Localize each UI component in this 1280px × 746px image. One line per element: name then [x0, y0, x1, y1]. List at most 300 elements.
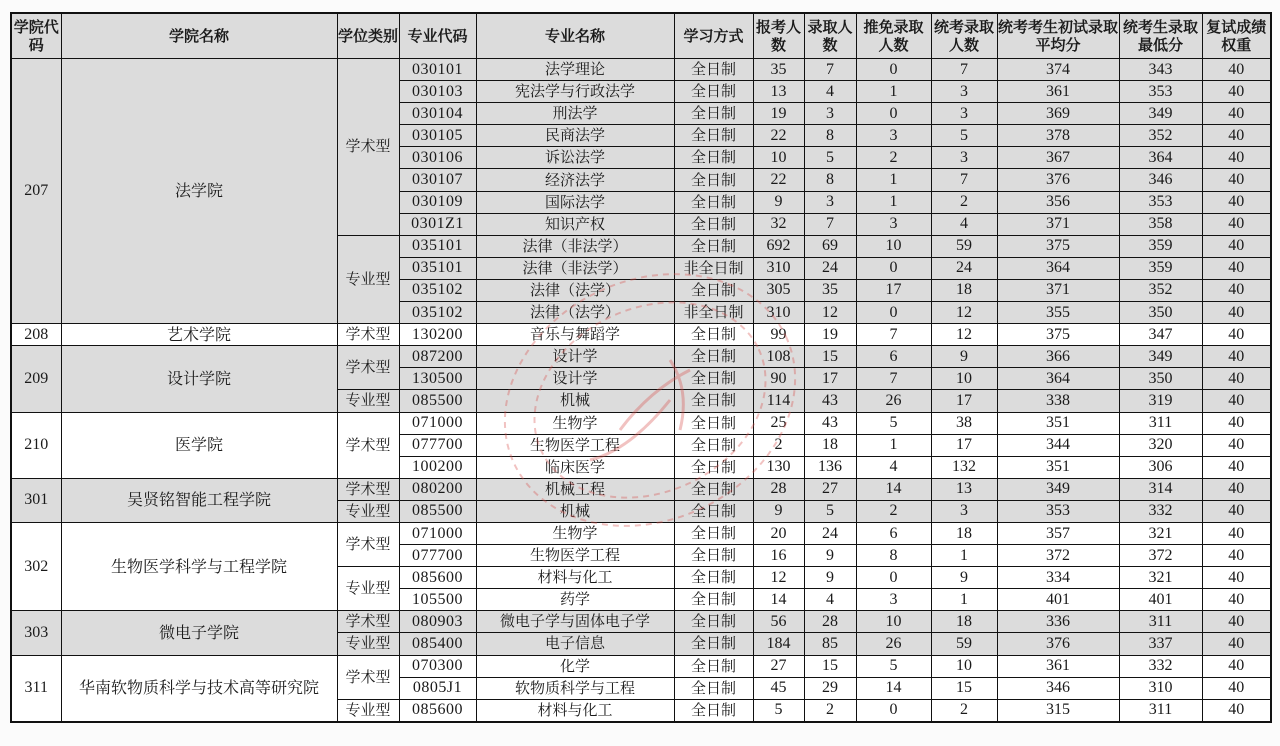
degree-type-cell: 专业型	[337, 390, 399, 412]
exam-admitted-cell: 18	[931, 279, 997, 301]
major-code-cell: 030105	[399, 125, 476, 147]
admitted-cell: 7	[804, 59, 856, 81]
retest-weight-cell: 40	[1202, 567, 1271, 589]
admitted-cell: 43	[804, 412, 856, 434]
major-code-cell: 035102	[399, 302, 476, 324]
exempt-admitted-cell: 1	[856, 191, 931, 213]
study-mode-cell: 全日制	[674, 213, 753, 235]
exempt-admitted-cell: 4	[856, 456, 931, 478]
major-code-cell: 030109	[399, 191, 476, 213]
major-code-cell: 035102	[399, 279, 476, 301]
school-code-cell: 207	[11, 59, 61, 324]
applicants-cell: 130	[753, 456, 804, 478]
avg-score-cell: 344	[997, 434, 1119, 456]
min-score-cell: 352	[1119, 125, 1202, 147]
admitted-cell: 18	[804, 434, 856, 456]
admitted-cell: 27	[804, 478, 856, 500]
degree-type-cell: 学术型	[337, 59, 399, 236]
study-mode-cell: 全日制	[674, 279, 753, 301]
header-retest-weight: 复试成绩权重	[1202, 13, 1271, 59]
exam-admitted-cell: 10	[931, 655, 997, 677]
retest-weight-cell: 40	[1202, 611, 1271, 633]
applicants-cell: 56	[753, 611, 804, 633]
min-score-cell: 314	[1119, 478, 1202, 500]
avg-score-cell: 334	[997, 567, 1119, 589]
degree-type-cell: 专业型	[337, 633, 399, 655]
study-mode-cell: 全日制	[674, 434, 753, 456]
applicants-cell: 22	[753, 125, 804, 147]
admissions-table	[10, 12, 1272, 723]
avg-score-cell: 375	[997, 235, 1119, 257]
retest-weight-cell: 40	[1202, 655, 1271, 677]
exempt-admitted-cell: 5	[856, 655, 931, 677]
admitted-cell: 12	[804, 302, 856, 324]
major-code-cell: 100200	[399, 456, 476, 478]
min-score-cell: 364	[1119, 147, 1202, 169]
major-name-cell: 国际法学	[476, 191, 674, 213]
exempt-admitted-cell: 0	[856, 59, 931, 81]
exam-admitted-cell: 5	[931, 125, 997, 147]
table-row	[11, 412, 1271, 434]
degree-type-cell: 学术型	[337, 478, 399, 500]
avg-score-cell: 366	[997, 346, 1119, 368]
applicants-cell: 19	[753, 103, 804, 125]
min-score-cell: 353	[1119, 191, 1202, 213]
school-code-cell: 208	[11, 324, 61, 346]
min-score-cell: 319	[1119, 390, 1202, 412]
min-score-cell: 352	[1119, 279, 1202, 301]
exempt-admitted-cell: 17	[856, 279, 931, 301]
study-mode-cell: 全日制	[674, 522, 753, 544]
applicants-cell: 12	[753, 567, 804, 589]
header-school-code: 学院代码	[11, 13, 61, 59]
major-code-cell: 080903	[399, 611, 476, 633]
major-name-cell: 宪法学与行政法学	[476, 81, 674, 103]
exempt-admitted-cell: 3	[856, 213, 931, 235]
retest-weight-cell: 40	[1202, 368, 1271, 390]
avg-score-cell: 349	[997, 478, 1119, 500]
school-name-cell: 设计学院	[61, 346, 337, 412]
header-school-name: 学院名称	[61, 13, 337, 59]
exempt-admitted-cell: 0	[856, 302, 931, 324]
avg-score-cell: 351	[997, 412, 1119, 434]
admitted-cell: 19	[804, 324, 856, 346]
study-mode-cell: 全日制	[674, 500, 753, 522]
major-name-cell: 机械	[476, 500, 674, 522]
exam-admitted-cell: 15	[931, 677, 997, 699]
min-score-cell: 306	[1119, 456, 1202, 478]
retest-weight-cell: 40	[1202, 478, 1271, 500]
header-exempt-admitted: 推免录取人数	[856, 13, 931, 59]
exam-admitted-cell: 17	[931, 434, 997, 456]
min-score-cell: 311	[1119, 412, 1202, 434]
exam-admitted-cell: 59	[931, 235, 997, 257]
retest-weight-cell: 40	[1202, 390, 1271, 412]
applicants-cell: 27	[753, 655, 804, 677]
applicants-cell: 13	[753, 81, 804, 103]
avg-score-cell: 361	[997, 655, 1119, 677]
major-code-cell: 0301Z1	[399, 213, 476, 235]
study-mode-cell: 全日制	[674, 169, 753, 191]
applicants-cell: 45	[753, 677, 804, 699]
applicants-cell: 2	[753, 434, 804, 456]
major-code-cell: 130500	[399, 368, 476, 390]
avg-score-cell: 369	[997, 103, 1119, 125]
avg-score-cell: 355	[997, 302, 1119, 324]
applicants-cell: 35	[753, 59, 804, 81]
major-name-cell: 法律（法学）	[476, 279, 674, 301]
major-name-cell: 化学	[476, 655, 674, 677]
study-mode-cell: 全日制	[674, 633, 753, 655]
degree-type-cell: 专业型	[337, 699, 399, 722]
exempt-admitted-cell: 2	[856, 147, 931, 169]
min-score-cell: 337	[1119, 633, 1202, 655]
study-mode-cell: 全日制	[674, 125, 753, 147]
major-code-cell: 085400	[399, 633, 476, 655]
admitted-cell: 28	[804, 611, 856, 633]
major-name-cell: 刑法学	[476, 103, 674, 125]
header-applicants: 报考人数	[753, 13, 804, 59]
applicants-cell: 114	[753, 390, 804, 412]
header-admitted: 录取人数	[804, 13, 856, 59]
min-score-cell: 311	[1119, 611, 1202, 633]
exam-admitted-cell: 7	[931, 169, 997, 191]
exempt-admitted-cell: 0	[856, 567, 931, 589]
retest-weight-cell: 40	[1202, 235, 1271, 257]
retest-weight-cell: 40	[1202, 412, 1271, 434]
major-code-cell: 105500	[399, 589, 476, 611]
exempt-admitted-cell: 10	[856, 235, 931, 257]
study-mode-cell: 全日制	[674, 59, 753, 81]
major-name-cell: 设计学	[476, 346, 674, 368]
avg-score-cell: 374	[997, 59, 1119, 81]
exam-admitted-cell: 132	[931, 456, 997, 478]
avg-score-cell: 361	[997, 81, 1119, 103]
study-mode-cell: 全日制	[674, 655, 753, 677]
school-name-cell: 艺术学院	[61, 324, 337, 346]
header-exam-admitted: 统考录取人数	[931, 13, 997, 59]
admitted-cell: 8	[804, 125, 856, 147]
avg-score-cell: 357	[997, 522, 1119, 544]
header-study-mode: 学习方式	[674, 13, 753, 59]
major-code-cell: 030104	[399, 103, 476, 125]
admitted-cell: 15	[804, 346, 856, 368]
exam-admitted-cell: 3	[931, 147, 997, 169]
min-score-cell: 372	[1119, 545, 1202, 567]
exam-admitted-cell: 18	[931, 611, 997, 633]
major-code-cell: 085500	[399, 500, 476, 522]
major-name-cell: 机械工程	[476, 478, 674, 500]
exam-admitted-cell: 9	[931, 567, 997, 589]
exempt-admitted-cell: 1	[856, 81, 931, 103]
retest-weight-cell: 40	[1202, 213, 1271, 235]
exempt-admitted-cell: 7	[856, 324, 931, 346]
header-degree-type: 学位类别	[337, 13, 399, 59]
exempt-admitted-cell: 3	[856, 125, 931, 147]
avg-score-cell: 315	[997, 699, 1119, 722]
school-name-cell: 医学院	[61, 412, 337, 478]
major-name-cell: 法律（非法学）	[476, 257, 674, 279]
applicants-cell: 90	[753, 368, 804, 390]
exam-admitted-cell: 12	[931, 302, 997, 324]
study-mode-cell: 全日制	[674, 699, 753, 722]
retest-weight-cell: 40	[1202, 257, 1271, 279]
study-mode-cell: 全日制	[674, 81, 753, 103]
admitted-cell: 9	[804, 567, 856, 589]
study-mode-cell: 全日制	[674, 456, 753, 478]
study-mode-cell: 全日制	[674, 324, 753, 346]
min-score-cell: 353	[1119, 81, 1202, 103]
min-score-cell: 321	[1119, 567, 1202, 589]
applicants-cell: 184	[753, 633, 804, 655]
header-min-score: 统考生录取最低分	[1119, 13, 1202, 59]
admitted-cell: 24	[804, 522, 856, 544]
min-score-cell: 320	[1119, 434, 1202, 456]
study-mode-cell: 全日制	[674, 611, 753, 633]
applicants-cell: 310	[753, 302, 804, 324]
major-name-cell: 民商法学	[476, 125, 674, 147]
exam-admitted-cell: 7	[931, 59, 997, 81]
avg-score-cell: 351	[997, 456, 1119, 478]
major-name-cell: 诉讼法学	[476, 147, 674, 169]
retest-weight-cell: 40	[1202, 545, 1271, 567]
degree-type-cell: 学术型	[337, 611, 399, 633]
major-code-cell: 0805J1	[399, 677, 476, 699]
exam-admitted-cell: 38	[931, 412, 997, 434]
degree-type-cell: 学术型	[337, 522, 399, 566]
applicants-cell: 20	[753, 522, 804, 544]
study-mode-cell: 全日制	[674, 545, 753, 567]
school-name-cell: 微电子学院	[61, 611, 337, 655]
min-score-cell: 332	[1119, 655, 1202, 677]
min-score-cell: 310	[1119, 677, 1202, 699]
avg-score-cell: 371	[997, 213, 1119, 235]
study-mode-cell: 非全日制	[674, 257, 753, 279]
degree-type-cell: 专业型	[337, 567, 399, 611]
exam-admitted-cell: 24	[931, 257, 997, 279]
min-score-cell: 346	[1119, 169, 1202, 191]
major-code-cell: 087200	[399, 346, 476, 368]
study-mode-cell: 全日制	[674, 390, 753, 412]
exempt-admitted-cell: 7	[856, 368, 931, 390]
major-code-cell: 085600	[399, 567, 476, 589]
exam-admitted-cell: 2	[931, 191, 997, 213]
exempt-admitted-cell: 2	[856, 500, 931, 522]
applicants-cell: 305	[753, 279, 804, 301]
admitted-cell: 4	[804, 81, 856, 103]
admitted-cell: 8	[804, 169, 856, 191]
min-score-cell: 321	[1119, 522, 1202, 544]
major-name-cell: 临床医学	[476, 456, 674, 478]
applicants-cell: 310	[753, 257, 804, 279]
exempt-admitted-cell: 6	[856, 522, 931, 544]
retest-weight-cell: 40	[1202, 522, 1271, 544]
school-name-cell: 生物医学科学与工程学院	[61, 522, 337, 610]
applicants-cell: 99	[753, 324, 804, 346]
admitted-cell: 3	[804, 103, 856, 125]
major-code-cell: 035101	[399, 257, 476, 279]
avg-score-cell: 401	[997, 589, 1119, 611]
retest-weight-cell: 40	[1202, 81, 1271, 103]
avg-score-cell: 338	[997, 390, 1119, 412]
exempt-admitted-cell: 10	[856, 611, 931, 633]
admitted-cell: 9	[804, 545, 856, 567]
min-score-cell: 311	[1119, 699, 1202, 722]
major-code-cell: 030107	[399, 169, 476, 191]
degree-type-cell: 学术型	[337, 655, 399, 699]
study-mode-cell: 全日制	[674, 235, 753, 257]
major-code-cell: 077700	[399, 545, 476, 567]
exam-admitted-cell: 13	[931, 478, 997, 500]
table-row	[11, 655, 1271, 677]
min-score-cell: 347	[1119, 324, 1202, 346]
exam-admitted-cell: 12	[931, 324, 997, 346]
study-mode-cell: 全日制	[674, 346, 753, 368]
exempt-admitted-cell: 26	[856, 390, 931, 412]
table-row	[11, 522, 1271, 544]
exempt-admitted-cell: 8	[856, 545, 931, 567]
school-name-cell: 华南软物质科学与技术高等研究院	[61, 655, 337, 722]
retest-weight-cell: 40	[1202, 633, 1271, 655]
exam-admitted-cell: 1	[931, 589, 997, 611]
exempt-admitted-cell: 0	[856, 699, 931, 722]
retest-weight-cell: 40	[1202, 147, 1271, 169]
retest-weight-cell: 40	[1202, 279, 1271, 301]
exam-admitted-cell: 9	[931, 346, 997, 368]
study-mode-cell: 全日制	[674, 567, 753, 589]
retest-weight-cell: 40	[1202, 125, 1271, 147]
major-name-cell: 知识产权	[476, 213, 674, 235]
exam-admitted-cell: 4	[931, 213, 997, 235]
header-row	[11, 13, 1271, 59]
retest-weight-cell: 40	[1202, 500, 1271, 522]
avg-score-cell: 346	[997, 677, 1119, 699]
min-score-cell: 359	[1119, 257, 1202, 279]
school-code-cell: 303	[11, 611, 61, 655]
exam-admitted-cell: 3	[931, 500, 997, 522]
min-score-cell: 349	[1119, 346, 1202, 368]
study-mode-cell: 全日制	[674, 147, 753, 169]
avg-score-cell: 378	[997, 125, 1119, 147]
retest-weight-cell: 40	[1202, 324, 1271, 346]
major-name-cell: 法学理论	[476, 59, 674, 81]
table-row	[11, 611, 1271, 633]
exam-admitted-cell: 17	[931, 390, 997, 412]
major-code-cell: 030101	[399, 59, 476, 81]
study-mode-cell: 非全日制	[674, 302, 753, 324]
admitted-cell: 2	[804, 699, 856, 722]
major-name-cell: 音乐与舞蹈学	[476, 324, 674, 346]
major-code-cell: 085600	[399, 699, 476, 722]
major-name-cell: 设计学	[476, 368, 674, 390]
admitted-cell: 69	[804, 235, 856, 257]
admitted-cell: 24	[804, 257, 856, 279]
exempt-admitted-cell: 14	[856, 478, 931, 500]
exam-admitted-cell: 3	[931, 103, 997, 125]
admitted-cell: 35	[804, 279, 856, 301]
retest-weight-cell: 40	[1202, 302, 1271, 324]
exempt-admitted-cell: 0	[856, 103, 931, 125]
admitted-cell: 29	[804, 677, 856, 699]
admitted-cell: 17	[804, 368, 856, 390]
exam-admitted-cell: 18	[931, 522, 997, 544]
min-score-cell: 350	[1119, 368, 1202, 390]
applicants-cell: 692	[753, 235, 804, 257]
school-code-cell: 210	[11, 412, 61, 478]
admitted-cell: 85	[804, 633, 856, 655]
admitted-cell: 5	[804, 147, 856, 169]
avg-score-cell: 364	[997, 257, 1119, 279]
exam-admitted-cell: 2	[931, 699, 997, 722]
admitted-cell: 136	[804, 456, 856, 478]
exempt-admitted-cell: 26	[856, 633, 931, 655]
retest-weight-cell: 40	[1202, 434, 1271, 456]
major-name-cell: 微电子学与固体电子学	[476, 611, 674, 633]
exempt-admitted-cell: 14	[856, 677, 931, 699]
major-name-cell: 生物医学工程	[476, 434, 674, 456]
applicants-cell: 25	[753, 412, 804, 434]
study-mode-cell: 全日制	[674, 368, 753, 390]
exempt-admitted-cell: 6	[856, 346, 931, 368]
retest-weight-cell: 40	[1202, 346, 1271, 368]
retest-weight-cell: 40	[1202, 59, 1271, 81]
min-score-cell: 359	[1119, 235, 1202, 257]
admitted-cell: 15	[804, 655, 856, 677]
avg-score-cell: 376	[997, 169, 1119, 191]
major-name-cell: 经济法学	[476, 169, 674, 191]
admitted-cell: 7	[804, 213, 856, 235]
min-score-cell: 401	[1119, 589, 1202, 611]
school-code-cell: 209	[11, 346, 61, 412]
major-code-cell: 077700	[399, 434, 476, 456]
table-row	[11, 346, 1271, 368]
retest-weight-cell: 40	[1202, 103, 1271, 125]
retest-weight-cell: 40	[1202, 191, 1271, 213]
major-name-cell: 电子信息	[476, 633, 674, 655]
admitted-cell: 4	[804, 589, 856, 611]
exam-admitted-cell: 10	[931, 368, 997, 390]
major-code-cell: 130200	[399, 324, 476, 346]
exempt-admitted-cell: 1	[856, 434, 931, 456]
major-name-cell: 机械	[476, 390, 674, 412]
avg-score-cell: 376	[997, 633, 1119, 655]
school-code-cell: 301	[11, 478, 61, 522]
applicants-cell: 22	[753, 169, 804, 191]
applicants-cell: 32	[753, 213, 804, 235]
major-name-cell: 法律（法学）	[476, 302, 674, 324]
major-name-cell: 生物学	[476, 522, 674, 544]
header-major-code: 专业代码	[399, 13, 476, 59]
applicants-cell: 28	[753, 478, 804, 500]
major-name-cell: 法律（非法学）	[476, 235, 674, 257]
min-score-cell: 358	[1119, 213, 1202, 235]
avg-score-cell: 372	[997, 545, 1119, 567]
school-name-cell: 法学院	[61, 59, 337, 324]
retest-weight-cell: 40	[1202, 699, 1271, 722]
table-row	[11, 59, 1271, 81]
header-avg-score: 统考考生初试录取平均分	[997, 13, 1119, 59]
major-code-cell: 035101	[399, 235, 476, 257]
applicants-cell: 16	[753, 545, 804, 567]
major-name-cell: 软物质科学与工程	[476, 677, 674, 699]
study-mode-cell: 全日制	[674, 412, 753, 434]
study-mode-cell: 全日制	[674, 589, 753, 611]
study-mode-cell: 全日制	[674, 677, 753, 699]
major-code-cell: 071000	[399, 412, 476, 434]
major-code-cell: 080200	[399, 478, 476, 500]
major-name-cell: 生物医学工程	[476, 545, 674, 567]
applicants-cell: 5	[753, 699, 804, 722]
